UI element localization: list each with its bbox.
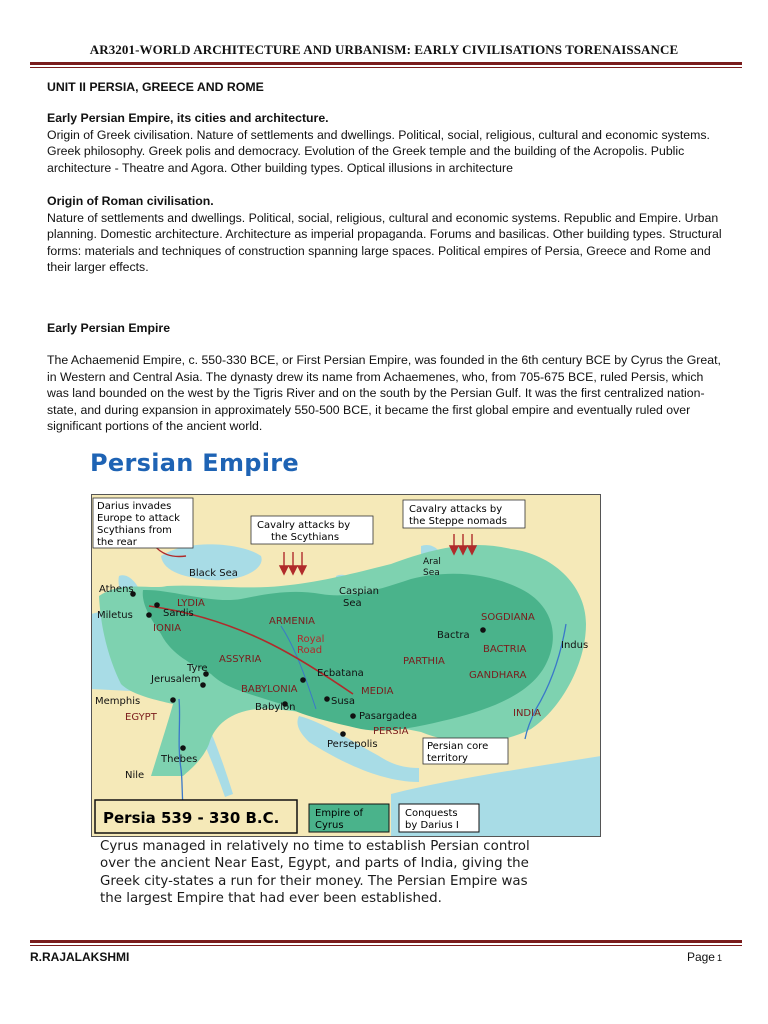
city-dot-bactra <box>480 627 486 633</box>
label-royal: Royal <box>297 634 325 645</box>
persian-empire-map <box>91 494 601 837</box>
document-header-title: AR3201-WORLD ARCHITECTURE AND URBANISM: EARLY CIVILISATIONS TORENAISSANCE <box>89 42 679 57</box>
note-scythian-cavalry <box>251 516 373 544</box>
note-text: Scythians from <box>97 525 172 536</box>
section-body: Origin of Greek civilisation. Nature of settlements and dwellings. Political, social, religious, cultural and economic systems. Greek philosophy. Greek polis and democracy. Evolution of the Greek temple and the building of the Acropolis. Public architecture - Theatre and Agora. Other building types. Optical illusions in architecture <box>47 127 710 175</box>
city-dot-memphis <box>170 697 176 703</box>
label-ecbatana: Ecbatana <box>317 668 364 679</box>
note-text: territory <box>427 753 468 764</box>
label-thebes: Thebes <box>161 754 198 765</box>
label-sardis: Sardis <box>163 608 194 619</box>
label-memphis: Memphis <box>95 696 141 707</box>
label-persepolis: Persepolis <box>327 739 378 750</box>
caption-line: over the ancient Near East, Egypt, and parts of India, giving the <box>100 856 529 872</box>
label-media: MEDIA <box>361 686 394 697</box>
footer-rule-thin <box>30 945 742 946</box>
note-persian-core <box>423 738 508 764</box>
label-sogdiana: SOGDIANA <box>481 612 535 623</box>
city-dot-susa <box>324 696 330 702</box>
label-parthia: PARTHIA <box>403 656 445 667</box>
city-dot-sardis <box>154 602 160 608</box>
city-dot-persepolis <box>340 731 346 737</box>
note-text: Cavalry attacks by <box>409 504 503 515</box>
unit-heading: UNIT II PERSIA, GREECE AND ROME <box>47 80 264 94</box>
label-road: Road <box>297 645 323 656</box>
label-bactra: Bactra <box>437 630 470 641</box>
section-body: Nature of settlements and dwellings. Political, social, religious, cultural and economic systems. Republic and Empire. Urban planning. Domestic architecture. Architecture as imperial propaganda. Forums and basilicas. Other building types. Structural forms: materials and techniques of construction spanning large spaces. Political empires of Persia, Greece and Rome and their larger effects. <box>47 210 722 275</box>
label-assyria: ASSYRIA <box>219 654 262 665</box>
caption-line: Greek city-states a run for their money. The Persian Empire was <box>100 873 528 889</box>
section-heading: Early Persian Empire, its cities and architecture. <box>47 111 329 125</box>
city-dot-jerusalem <box>200 682 206 688</box>
label-tyre: Tyre <box>187 663 208 674</box>
map-legend <box>95 800 479 833</box>
note-darius-invades <box>93 498 193 548</box>
label-athens: Athens <box>99 584 134 595</box>
label-persia: PERSIA <box>373 726 409 737</box>
map-caption <box>100 838 610 908</box>
footer-page <box>687 950 722 964</box>
city-dot-thebes <box>180 745 186 751</box>
section-persian-cities <box>47 110 727 176</box>
section-roman-origin <box>47 193 727 276</box>
label-indus: Indus <box>561 640 589 651</box>
city-dot-ecbatana <box>300 677 306 683</box>
legend-cyrus-text: Empire of <box>315 808 364 819</box>
footer-rule-thick <box>30 940 742 943</box>
header-rule-thin <box>30 67 742 68</box>
label-nile: Nile <box>125 770 145 781</box>
note-text: the Scythians <box>271 532 340 543</box>
note-text: Cavalry attacks by <box>257 520 351 531</box>
caption-line: Cyrus managed in relatively no time to establish Persian control <box>100 839 530 854</box>
legend-darius-text: Conquests <box>405 808 458 819</box>
label-black-sea: Black Sea <box>189 568 238 579</box>
label-jerusalem: Jerusalem <box>151 674 201 685</box>
legend-title: Persia 539 - 330 B.C. <box>103 809 280 827</box>
label-aral: Aral <box>423 557 441 567</box>
section-heading-early-persian: Early Persian Empire <box>47 321 171 335</box>
label-susa: Susa <box>331 696 356 707</box>
label-caspian-sea: Sea <box>343 598 362 609</box>
page-label: Page <box>686 950 715 964</box>
note-text: Persian core <box>427 741 489 752</box>
note-steppe-cavalry <box>403 500 525 528</box>
note-text: the rear <box>97 537 137 548</box>
label-lydia: LYDIA <box>177 598 205 609</box>
page-number: 1 <box>716 953 722 963</box>
achaemenid-paragraph: The Achaemenid Empire, c. 550-330 BCE, or First Persian Empire, was founded in the 6th century BCE by Cyrus the Great, in Western and Central Asia. The dynasty drew its name from Achaemenes, who, from 705-675 BCE, ruled Persis, which was land bounded on the west by the Tigris River and on the south by the Persian Gulf. It was the first centralized nation-state, and during expansion in approximately 550-500 BCE, it became the first global empire and eventually ruled over significant portions of the ancient world. <box>47 353 721 434</box>
note-text: the Steppe nomads <box>409 516 507 527</box>
note-text: Darius invades <box>97 501 172 512</box>
label-pasargadae: Pasargadea <box>359 711 418 722</box>
section-heading: Origin of Roman civilisation. <box>47 194 214 208</box>
label-india: INDIA <box>513 708 541 719</box>
legend-cyrus-text: Cyrus <box>315 820 344 831</box>
label-egypt: EGYPT <box>125 712 157 723</box>
steppe-cavalry-arrows <box>450 534 476 554</box>
city-dot-miletus <box>146 612 152 618</box>
label-bactria: BACTRIA <box>483 644 527 655</box>
label-caspian: Caspian <box>339 586 379 597</box>
header-rule-thick <box>30 62 742 65</box>
label-babylon: Babylon <box>255 702 296 713</box>
note-text: Europe to attack <box>97 513 180 524</box>
map-title: Persian Empire <box>90 449 299 477</box>
city-dot-pasargadae <box>350 713 356 719</box>
label-gandhara: GANDHARA <box>469 670 527 681</box>
legend-darius-text: by Darius I <box>405 820 459 831</box>
label-armenia: ARMENIA <box>269 616 316 627</box>
label-babylonia: BABYLONIA <box>241 684 298 695</box>
caption-line: the largest Empire that had ever been established. <box>100 891 442 907</box>
scythian-cavalry-arrows <box>280 552 306 574</box>
map-figure <box>91 494 601 837</box>
label-aral-sea: Sea <box>423 568 440 578</box>
label-ionia: IONIA <box>153 623 182 634</box>
footer-author: R.RAJALAKSHMI <box>30 950 130 964</box>
label-miletus: Miletus <box>97 610 133 621</box>
